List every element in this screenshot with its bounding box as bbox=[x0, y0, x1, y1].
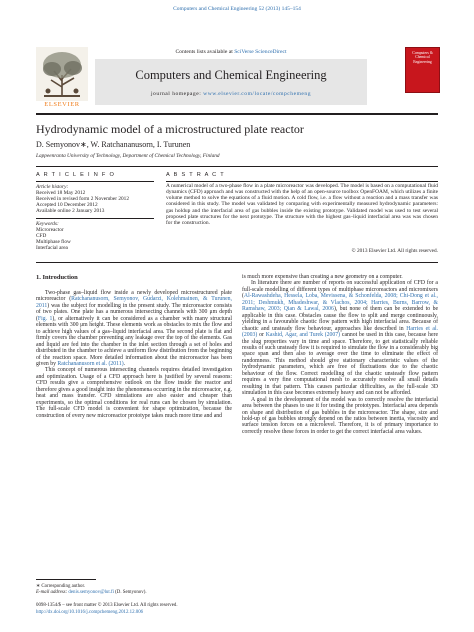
title-divider bbox=[36, 166, 438, 167]
homepage-prefix: journal homepage: bbox=[150, 91, 204, 97]
citation-link[interactable]: Al-Rawashdeha, Hessela, Loba, Mevissena, & Schonfelda, 2008; Chi-Dong et al., 2011; Deshmukh, Mhadeshwar, & Vlachos, 2004; Harries, Burns, Barrow, & Ramshaw, 2003; Qian & Lawal, 2006 bbox=[242, 293, 438, 313]
left-column bbox=[36, 290, 232, 419]
history-item: Accepted 10 December 2012 bbox=[36, 202, 98, 209]
article-authors: D. Semyonov∗, W. Ratchananusorn, I. Turunen bbox=[36, 140, 191, 149]
email-link[interactable]: denis.semyonov@lut.fi bbox=[68, 590, 114, 595]
keyword-item: Microreactor bbox=[36, 227, 64, 234]
email-note bbox=[36, 590, 147, 595]
running-head: Computers and Chemical Engineering 52 (2013) 145–154 bbox=[173, 6, 301, 12]
intro-paragraph-continued: is much more expensive than creating a new geometry on a computer. bbox=[242, 274, 403, 280]
right-column bbox=[242, 274, 438, 435]
journal-cover-text: Computers & Chemical Engineering bbox=[412, 51, 433, 64]
section-heading-introduction: 1. Introduction bbox=[36, 274, 78, 281]
keyword-item: Multiphase flow bbox=[36, 239, 71, 246]
intro-paragraph-1 bbox=[36, 290, 232, 367]
citation-link[interactable]: Kashid, Agar, and Turek (2007) bbox=[265, 332, 341, 339]
homepage-link[interactable]: www.elsevier.com/locate/compchemeng bbox=[203, 91, 312, 97]
masthead-divider bbox=[36, 113, 438, 115]
intro-paragraph-2: This concept of numerous intersecting channels requires detailed investigation and optimization. Usage of a CFD approach here is justified by several reasons: CFD results give a comprehensive outlook on the flow inside the reactor and therefore gives a good insight into the phenomena occurring in the microreactor, e.g. heat and mass transfer. CFD simulations are also easier and cheaper than experiments, so the optimal conditions for real runs can be chosen by simulation. The full-scale CFD model is convenient for shape optimization, because the construction of every new microreactor prototype takes much more time and and bbox=[36, 367, 232, 419]
citation-link[interactable]: Ratchananusorn, Semyonov, Gudarzi, Kolehmainen, & Turunen, 2011 bbox=[36, 296, 232, 309]
keywords-block bbox=[36, 221, 156, 251]
text-run: In literature there are number of reports on successful application of CFD for a full-scale modelling of different types of multiphase microreactors and micromixers ( bbox=[242, 280, 438, 300]
history-label: Article history: bbox=[36, 184, 69, 190]
text-run: ), but none of them can be extended to be applicable in this case. Obstacles cause the flow to split and merge continuously, yielding in a favourable chaotic flow pattern with high interfacial area. Because of chaotic and unsteady flow behaviour, approaches like described in bbox=[242, 306, 438, 332]
abstract-bottom-divider bbox=[36, 262, 438, 263]
journal-title: Computers and Chemical Engineering bbox=[135, 68, 327, 82]
history-item: Received in revised form 2 November 2012 bbox=[36, 196, 129, 203]
doi-link[interactable]: http://dx.doi.org/10.1016/j.compchemeng.2012.12.006 bbox=[36, 610, 144, 615]
keyword-item: Interfacial area bbox=[36, 245, 68, 252]
abstract-copyright: © 2013 Elsevier Ltd. All rights reserved. bbox=[351, 248, 438, 254]
abstract-text: A numerical model of a two-phase flow in a plate microreactor was developed. The model is based on a computational fluid dynamics (CFD) approach and was constructed with the help of an open-source toolbox OpenFOAM, which utilizes a finite volume method to solve the equations of a fluid motion. A cold flow, i.e. a flow without a reaction and a mass transfer was considered in this study. The model was validated by comparing with experimentally measured hydrodynamic parameters: gas holdup and the interfacial area of gas bubbles inside the existing prototype. Validated model was used to test several proposed plate structures for the next prototype. The structure with the highest gas–liquid interfacial area was was chosen for the construction. bbox=[166, 183, 438, 226]
article-info-heading: A R T I C L E I N F O bbox=[36, 172, 116, 178]
history-item: Available online 2 January 2013 bbox=[36, 208, 105, 215]
abstract-heading: A B S T R A C T bbox=[166, 172, 225, 178]
email-suffix: (D. Semyonov). bbox=[113, 590, 147, 595]
article-info-rule bbox=[36, 181, 154, 182]
footnote-rule bbox=[36, 579, 96, 580]
intro-paragraph-3 bbox=[242, 280, 438, 396]
elsevier-tree-logo bbox=[36, 47, 88, 101]
issn-line: 0098-1354/$ – see front matter © 2013 Elsevier Ltd. All rights reserved. bbox=[36, 603, 178, 608]
keywords-label: Keywords: bbox=[36, 221, 59, 227]
publisher-name: ELSEVIER bbox=[44, 101, 80, 108]
history-item: Received 18 May 2012 bbox=[36, 190, 86, 197]
text-run: ), or alternatively it can be considered as a chamber with many structural elements with 300 μm height. These elements work as obstacles to mix the flow and to achieve high values of a gas–liquid interfacial area. The second plate is flat and firmly covers the chamber preventing any leakage over the top of the elements. Gas and liquid are fed into the chamber in the inlet section through a set of holes and distributed in the chamber to achieve a uniform flow distribution from the beginning of the reaction space. More detailed information about the microreactor has been given by bbox=[36, 315, 233, 367]
journal-homepage bbox=[95, 91, 367, 97]
corresponding-author-note: ∗ Corresponding author. bbox=[36, 584, 86, 589]
text-run: ) was the subject for modelling in the present study. The microreactor consists of two plates. One plate has a numerous intersecting channels with 300 μm depth ( bbox=[36, 302, 232, 322]
citation-link[interactable]: Harries et al. (2003) bbox=[242, 325, 438, 339]
email-label: E-mail address: bbox=[36, 590, 69, 595]
text-run: Two-phase gas–liquid flow inside a newly developed microstructured plate microreactor ( bbox=[36, 290, 232, 303]
text-run: . bbox=[123, 360, 126, 367]
figure-link[interactable]: Fig. 1 bbox=[37, 315, 53, 322]
contents-line bbox=[95, 49, 367, 55]
contents-prefix: Contents lists available at bbox=[175, 49, 235, 55]
text-run: cannot be used in this case, because here the slug properties vary in time and space. Therefore, to get statistically reliable results of such unsteady flow it is required to simulate the flow in a considerably big space span and then also to average over the time to eliminate the effect of randomness. This method should give stationary characteristic values of the hydrodynamic parameters, which are free of fluctuations due to the chaotic behaviour of the flow. Correct modelling of the chaotic unsteady flow pattern requires a very fine computational mesh to accurately resolve all small details resulting in that pattern. This causes particular difficulties, as the full-scale 3D simulation in this case becomes extremely heavy and can not be afforded. bbox=[242, 332, 438, 397]
citation-link[interactable]: Ratchananusorn et al. (2011) bbox=[57, 360, 124, 367]
article-title: Hydrodynamic model of a microstructured plate reactor bbox=[36, 122, 304, 136]
text-run: or bbox=[257, 332, 266, 339]
article-affiliation: Lappeenranta University of Technology, Department of Chemical Technology, Finland bbox=[36, 153, 220, 159]
article-history bbox=[36, 184, 156, 214]
keywords-rule bbox=[36, 218, 154, 219]
intro-paragraph-4: A goal in the development of the model was to correctly resolve the interfacial area between the phases to use it for testing the prototypes. Interfacial area depends on shape and distribution of gas bubbles in the microreactor. The shape, size and hold-up of gas bubbles strongly depend on the ratios between inertia, viscosity and surface tension forces on a microlevel. Therefore, it is of primary importance to correctly resolve these forces in order to get the correct interfacial area values. bbox=[242, 396, 438, 435]
sciverse-link[interactable]: SciVerse ScienceDirect bbox=[234, 49, 287, 55]
keyword-item: CFD bbox=[36, 233, 47, 240]
abstract-rule bbox=[166, 181, 438, 182]
